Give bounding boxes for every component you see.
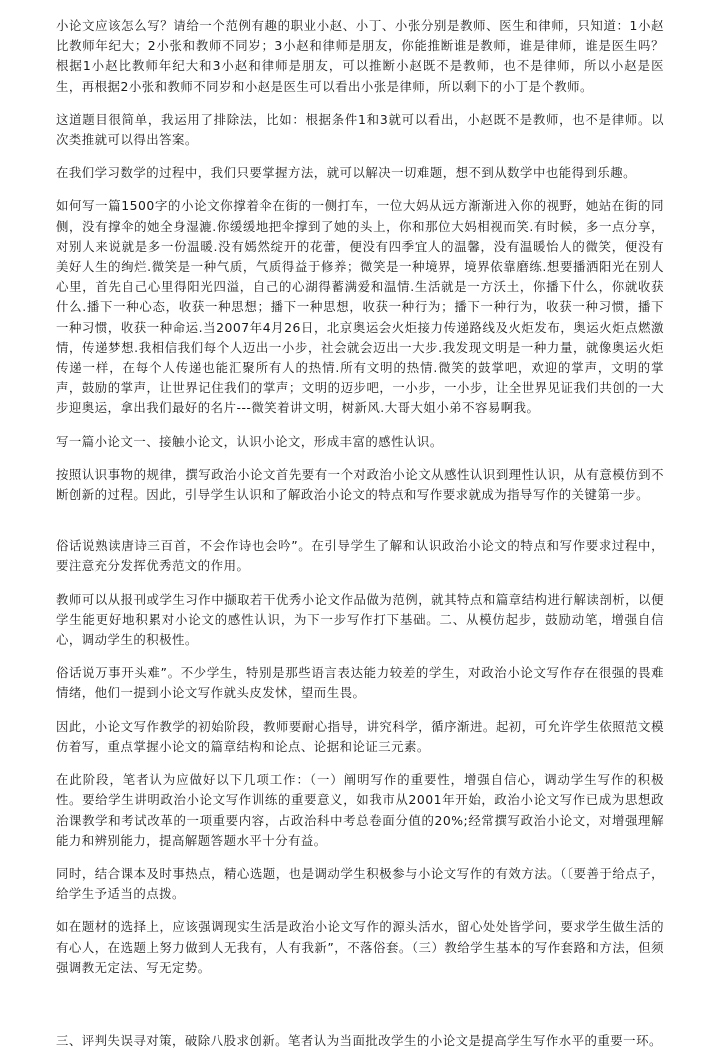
paragraph-elimination-method: 这道题目很简单，我运用了排除法，比如：根据条件1和3就可以看出，小赵既不是教师，也不是律师。以次类推就可以得出答案。 [56, 111, 664, 148]
paragraph-initial-stage: 因此，小论文写作教学的初始阶段，教师要耐心指导，讲究科学，循序渐进。起初，可允许学生依照范文模仿着写，重点掌握小论文的篇章结构和论点、论据和论证三元素。 [56, 718, 664, 754]
paragraph-topic-selection: 同时，结合课本及时事热点，精心选题，也是调动学生积极参与小论文写作的有效方法。（〔要善于给点子，给学生予适当的点拨。 [56, 865, 664, 902]
paragraph-section-one-heading: 写一篇小论文一、接触小论文，认识小论文，形成丰富的感性认识。 [56, 433, 443, 449]
paragraph-gap [56, 518, 664, 536]
paragraph-cognition-law: 按照认识事物的规律，撰写政治小论文首先要有一个对政治小论文从感性认识到理性认识，从有意模仿到不断创新的过程。因此，引导学生认识和了解政治小论文的特点和写作要求就成为指导写作的关键第一步。 [56, 466, 664, 503]
paragraph-difficult-start: 俗话说万事开头难”。不少学生，特别是那些语言表达能力较差的学生，对政治小论文写作存在很强的畏难情绪，他们一提到小论文写作就头皮发怵，望而生畏。 [56, 665, 664, 701]
paragraph-logic-puzzle: 小论文应该怎么写？请给一个范例有趣的职业小赵、小丁、小张分别是教师、医生和律师，只知道：1小赵比教师年纪大；2小张和教师不同岁；3小赵和律师是朋友，你能推断谁是教师，谁是律师，谁是医生吗？根据1小赵比教师年纪大和3小赵和律师是朋友，可以推断小赵既不是教师，也不是律师，所以小赵是医生，再根据2小张和教师不同岁和小赵是医生可以看出小张是律师，所以剩下的小丁是个教师。 [56, 18, 664, 94]
paragraph-tang-poems-saying: 俗话说熟读唐诗三百首，不会作诗也会吟”。在引导学生了解和认识政治小论文的特点和写作要求过程中，要注意充分发挥优秀范文的作用。 [56, 538, 664, 574]
paragraph-gap-large [56, 991, 664, 1031]
paragraph-civility-essay: 如何写一篇1500字的小论文你撑着伞在街的一侧打车，一位大妈从远方渐渐进入你的视野，她站在街的同侧，没有撑伞的她全身湿漉.你缓缓地把伞撑到了她的头上，你和那位大妈相视而笑.有时候，多一点分享，对别人来说就是多一份温暖.没有嫣然绽开的花蕾，便没有四季宜人的温馨，没有温暖怡人的微笑，便没有美好人生的绚烂.微笑是一种气质，气质得益于修养；微笑是一种境界，境界依靠磨练.想要播洒阳光在别人心里，首先自己心里得阳光四溢，自己的心湖得蓄满爱和温情.生活就是一方沃土，你播下什么，你就收获什么.播下一种心态，收获一种思想；播下一种思想，收获一种行为；播下一种行为，收获一种习惯，播下一种习惯，收获一种命运.当2007年4月26日，北京奥运会火炬接力传递路线及火炬发布，奥运火炬点燃激情，传递梦想.我相信我们每个人迈出一小步，社会就会迈出一大步.我发现文明是一种力量，就像奥运火炬传递一样，在每个人传递也能汇聚所有人的热情.所有文明的热情.微笑的鼓掌吧，欢迎的掌声，文明的掌声，鼓励的掌声，让世界记住我们的掌声；文明的迈步吧，一小步，一小步，让全世界见证我们共创的一大步迎奥运，拿出我们最好的名片---微笑着讲文明，树新风.大哥大姐小弟不容易啊我。 [56, 198, 664, 416]
paragraph-stage-tasks: 在此阶段，笔者认为应做好以下几项工作：（一）阐明写作的重要性，增强自信心，调动学生写作的积极性。要给学生讲明政治小论文写作训练的重要意义，如我市从2001年开始，政治小论文写作已成为思想政治课教学和考试改革的一项重要内容，占政治科中考总卷面分值的20%;经常撰写政治小论文，对增强理解能力和辨别能力，提高解题答题水平十分有益。 [56, 772, 664, 848]
paragraph-model-essays: 教师可以从报刊或学生习作中撷取若干优秀小论文作品做为范例，就其特点和篇章结构进行解读剖析，以便学生能更好地积累对小论文的感性认识，为下一步写作打下基础。二、从模仿起步，鼓励动笔，增强自信心，调动学生的积极性。 [56, 591, 664, 648]
paragraph-math-fun: 在我们学习数学的过程中，我们只要掌握方法，就可以解决一切难题，想不到从数学中也能得到乐趣。 [56, 165, 637, 181]
paragraph-section-three-heading: 三、评判失误寻对策，破除八股求创新。笔者认为当面批改学生的小论文是提高学生写作水平的重要一环。 [56, 1032, 662, 1048]
paragraph-subject-choice: 如在题材的选择上，应该强调现实生活是政治小论文写作的源头活水，留心处处皆学问，要求学生做生活的有心人，在选题上努力做到人无我有，人有我新”，不落俗套。（三）教给学生基本的写作套路和方法，但须强调教无定法、写无定势。 [56, 919, 664, 975]
